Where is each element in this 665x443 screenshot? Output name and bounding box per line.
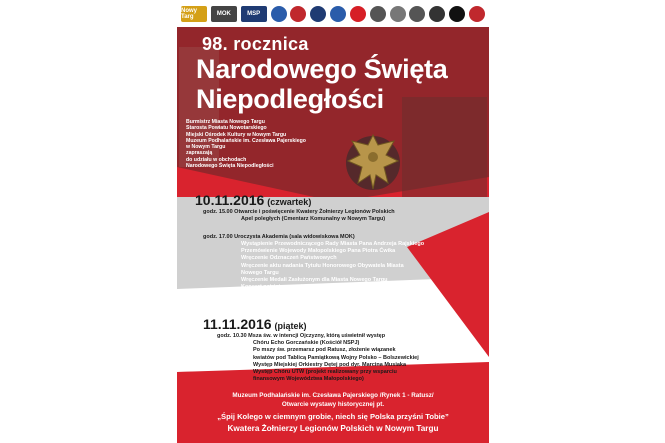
footer-quarter: Kwatera Żołnierzy Legionów Polskich w Nowym Targu [227, 424, 439, 433]
event-line: Apel poległych (Cmentarz Komunalny w Nowym Targu) [241, 216, 386, 223]
institution-1-logo [370, 6, 386, 22]
event-line: Wręczenie Medali Zasłużonym dla Miasta Nowego Targu [241, 277, 388, 284]
crest-2-logo [290, 6, 306, 22]
event-line: Przemówienie Wojewody Małopolskiego Pana Piotra Ćwika [241, 248, 396, 255]
organizers [186, 119, 356, 169]
day1-block1 [203, 209, 395, 223]
mok-logo: MOK [211, 6, 237, 22]
organizer-line: Miejski Ośrodek Kultury w Nowym Targu [186, 131, 287, 138]
event-line: Nowego Targu [241, 269, 279, 276]
event-line: Występ Miejskiej Orkiestry Dętej pod dyr. Marcina Musiaka [253, 361, 407, 368]
event-line: Wręczenie Odznaczeń Państwowych [241, 255, 337, 262]
day2-block [217, 333, 419, 383]
organizer-line: do udziału w obchodach [186, 156, 247, 163]
eagle-emblem-icon [342, 127, 404, 197]
day1-block2 [241, 241, 424, 306]
organizer-line: Starosta Powiatu Nowotarskiego [186, 125, 267, 132]
crest-1-logo [271, 6, 287, 22]
event-line: Występ Chóru UTW (projekt realizowany przy wsparciu [253, 369, 397, 376]
crest-5-logo [350, 6, 366, 22]
event-line: finansowym Województwa Małopolskiego) [253, 376, 364, 383]
institution-5-logo [449, 6, 465, 22]
title-holiday-line1: Narodowego Święta [196, 54, 448, 84]
event-line: godz. 17.00 Uroczysta Akademia (sala widowiskowa MOK) [203, 234, 355, 240]
event-line: Koncert patriotyczny pt. „Polska jest Ojczyzną” w wykonaniu [241, 284, 401, 291]
institution-6-logo [469, 6, 485, 22]
footer-museum: Muzeum Podhalańskie im. Czesława Pajerskiego /Rynek 1 - Ratusz/ [232, 392, 434, 399]
day1-heading [195, 192, 311, 210]
event-line: w Nowym Targu [241, 298, 283, 305]
photo-soldiers-right [402, 97, 487, 207]
day1-date: 10.11.2016 [195, 192, 265, 208]
event-line: godz. 15.00 Otwarcie i poświęcenie Kwatery Żołnierzy Legionów Polskich [203, 209, 395, 215]
footer-exhibition-title: „Śpij Kolego w ciemnym grobie, niech się Polska przyśni Tobie” [217, 412, 449, 421]
msp-logo: MSP [241, 6, 267, 22]
nowy-targ-logo: Nowy Targ [181, 6, 207, 22]
organizer-line: Muzeum Podhalańskie im. Czesława Pajerskiego [186, 137, 306, 144]
institution-2-logo [390, 6, 406, 22]
day2-weekday: (piątek) [274, 321, 307, 331]
institution-4-logo [429, 6, 445, 22]
organizer-line: zapraszają [186, 150, 213, 157]
crest-4-logo [330, 6, 346, 22]
day1-weekday: (czwartek) [267, 197, 312, 207]
logo-bar [177, 0, 489, 27]
organizer-line: w Nowym Targu [186, 144, 226, 151]
day2-date: 11.11.2016 [203, 316, 272, 332]
event-line: kwiatów pod Tablicą Pamiątkową Wojny Polsko – Bolszewickiej [253, 354, 419, 361]
event-line: nauczycieli i uczniów Państwowej Szkoły Muzycznej im. F. Chopina [241, 291, 417, 298]
footer-exhibition: Otwarcie wystawy historycznej pt. [281, 401, 385, 408]
day2-heading [203, 316, 307, 334]
poster [177, 0, 489, 443]
institution-3-logo [409, 6, 425, 22]
event-line: Wystąpienie Przewodniczącego Rady Miasta Pana Andrzeja Rajskiego [241, 241, 425, 247]
title-holiday-line2: Niepodległości [196, 84, 384, 114]
title-anniversary: 98. rocznica [202, 34, 309, 54]
organizer-line: Burmistrz Miasta Nowego Targu [186, 119, 265, 125]
event-line: Chóru Echo Gorczańskie (Kościół NSPJ) [253, 340, 360, 347]
event-line: godz. 10.30 Msza św. w intencji Ojczyzny, którą uświetnił występ [217, 333, 386, 339]
event-line: Wręczenie aktu nadania Tytułu Honorowego Obywatela Miasta [241, 262, 404, 269]
event-line: Po mszy św. przemarsz pod Ratusz, złożenie wiązanek [253, 347, 396, 354]
organizer-line: Narodowego Święta Niepodległości [186, 163, 274, 170]
crest-3-logo [310, 6, 326, 22]
